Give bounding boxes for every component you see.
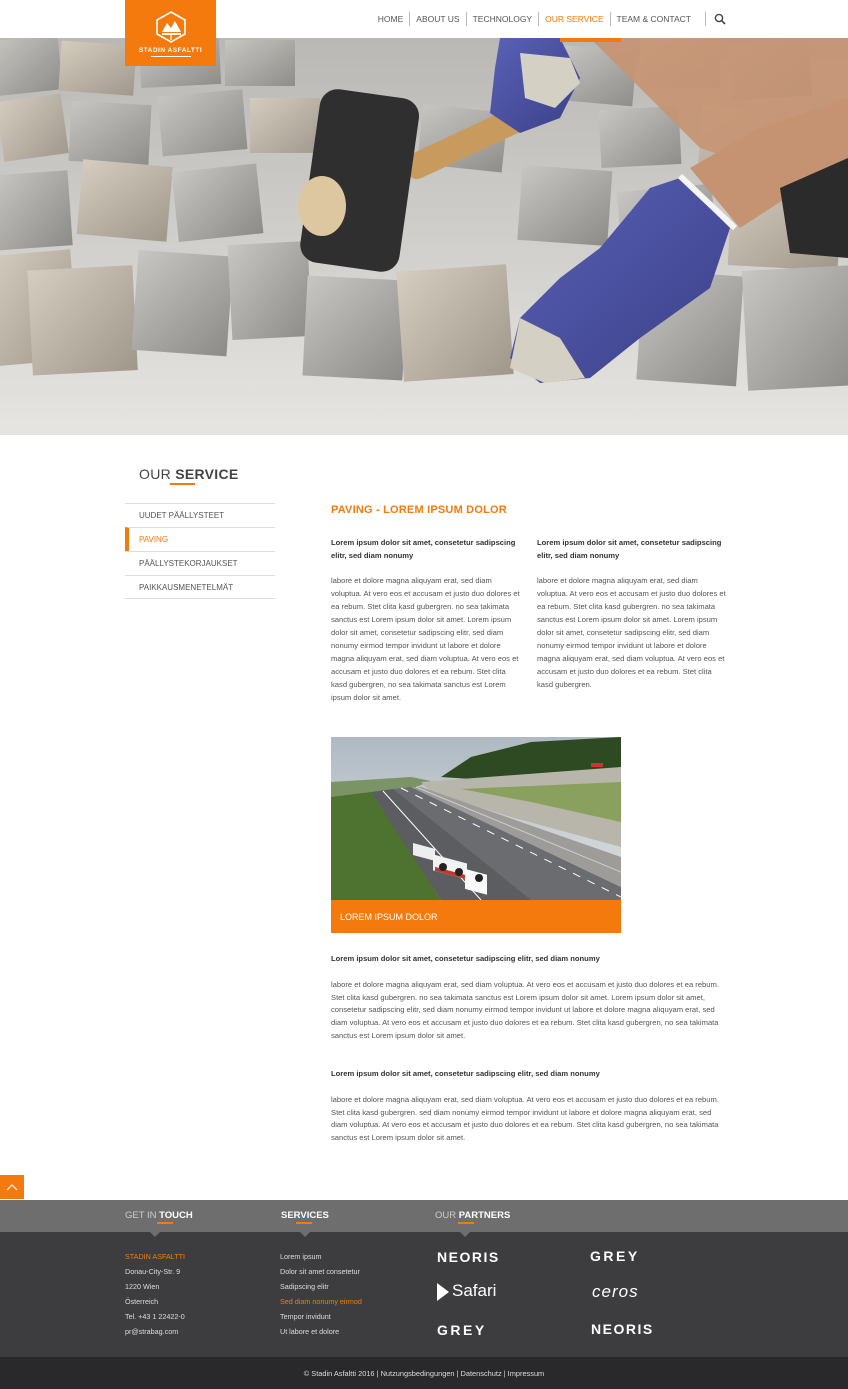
content-block-2 xyxy=(331,1068,726,1145)
footer-service-link[interactable]: Sadipscing elitr xyxy=(280,1282,329,1291)
block-lead: Lorem ipsum dolor sit amet, consetetur sadipscing elitr, sed diam nonumy xyxy=(331,954,600,963)
partner-logo-grey[interactable]: GREY xyxy=(437,1322,487,1338)
column-body: labore et dolore magna aliquyam erat, sed diam voluptua. At vero eos et accusam et justo duo dolores et ea rebum. Stet clita kasd gubergren. no sea takimata sanctus est Lorem ipsum dolor sit amet. Lorem ipsum dolor sit amet, consetetur sadipscing elitr, sed diam nonumy eirmod tempor invidunt ut labore et dolore magna aliquyam erat, sed diam voluptua. At vero eos et accusam et justo duo dolores et ea rebum. Stet clita kasd gubergren. xyxy=(537,576,726,689)
footer-contact-list xyxy=(125,1249,185,1339)
footer-copyright[interactable]: © Stadin Asfaltti 2016 | Nutzungsbedingungen | Datenschutz | Impressum xyxy=(303,1368,545,1378)
footer-service-link[interactable]: Tempor invidunt xyxy=(280,1312,331,1321)
nav-active-indicator xyxy=(560,38,621,42)
footer-heading-bold: PARTNERS xyxy=(458,1210,511,1221)
footer-services-list xyxy=(280,1249,362,1339)
section-title xyxy=(139,466,239,482)
site-logo[interactable] xyxy=(125,0,216,66)
block-body: labore et dolore magna aliquyam erat, sed diam voluptua. At vero eos et accusam et justo duo dolores et ea rebum. Stet clita kasd gubergren. no sea takimata sanctus est Lorem ipsum dolor sit amet. Lorem ipsum dolor sit amet, consetetur sadipscing elitr, sed diam nonumy eirmod tempor invidunt ut labore et dolore magna aliquyam erat, sed diam voluptua. At vero eos et accusam et justo duo dolores et ea rebum. Stet clita kasd gubergren, no sea takimata sanctus est Lorem ipsum dolor sit amet. xyxy=(331,979,719,1040)
safari-icon xyxy=(437,1283,449,1301)
column-lead: Lorem ipsum dolor sit amet, consetetur sadipscing elitr, sed diam nonumy xyxy=(331,538,516,560)
nav-technology[interactable]: TECHNOLOGY xyxy=(466,12,539,26)
sidebar-item-paallystekorjaukset[interactable]: PÄÄLLYSTEKORJAUKSET xyxy=(125,551,275,575)
footer-service-link[interactable]: Lorem ipsum xyxy=(280,1252,322,1261)
content-block-1 xyxy=(331,953,726,1043)
footer-company-name: STADIN ASFALTTI xyxy=(125,1252,186,1261)
footer-address-street: Donau-City-Str. 9 xyxy=(125,1267,181,1276)
sidebar-item-uudet-paallysteet[interactable]: UUDET PÄÄLLYSTEET xyxy=(125,503,275,527)
footer-heading-pointer xyxy=(300,1232,310,1237)
highway-truck-image xyxy=(331,737,621,900)
column-body: labore et dolore magna aliquyam erat, sed diam voluptua. At vero eos et accusam et justo duo dolores et ea rebum. Stet clita kasd gubergren. no sea takimata sanctus est Lorem ipsum dolor sit amet. Lorem ipsum dolor sit amet, consetetur sadipscing elitr, sed diam nonumy eirmod tempor invidunt ut labore et dolore magna aliquyam erat, sed diam voluptua. At vero eos et accusam et justo duo dolores et ea rebum. Stet clita kasd gubergren, no sea takimata sanctus est Lorem ipsum dolor sit amet. xyxy=(331,576,520,702)
footer-service-link[interactable]: Dolor sit amet consetetur xyxy=(280,1267,360,1276)
partner-logo-safari[interactable] xyxy=(437,1281,496,1301)
partner-logo-neoris[interactable]: NEORIS xyxy=(591,1321,654,1337)
content-column-1 xyxy=(331,536,521,704)
nav-our-service[interactable]: OUR SERVICE xyxy=(538,12,609,26)
footer-heading-light: GET IN xyxy=(125,1210,157,1221)
partner-logo-safari-text: Safari xyxy=(452,1281,497,1300)
chevron-up-icon xyxy=(6,1183,18,1191)
search-icon[interactable] xyxy=(705,12,728,26)
section-title-underline xyxy=(170,483,195,485)
footer-heading-partners xyxy=(435,1210,510,1221)
block-body: labore et dolore magna aliquyam erat, sed diam voluptua. At vero eos et accusam et justo duo dolores et ea rebum. Stet clita kasd gubergren. sed diam nonumy eirmod tempor invidunt ut labore et dolore magna aliquyam erat, sed diam voluptua. At vero eos et accusam et justo duo dolores et ea rebum. Stet clita kasd gubergren, no sea takimata sanctus est Lorem ipsum dolor sit amet. xyxy=(331,1094,719,1143)
footer-service-link[interactable]: Ut labore et dolore xyxy=(280,1327,340,1336)
footer-phone: Tel. +43 1 22422-0 xyxy=(125,1312,185,1321)
section-title-light: OUR xyxy=(139,466,172,482)
service-sidebar-menu xyxy=(125,503,275,599)
footer-address-country: Österreich xyxy=(125,1297,159,1306)
footer-heading-underline xyxy=(296,1222,312,1224)
nav-team-contact[interactable]: TEAM & CONTACT xyxy=(610,12,697,26)
sidebar-item-paikkausmenetelmat[interactable]: PAIKKAUSMENETELMÄT xyxy=(125,575,275,599)
footer-heading-light: OUR xyxy=(435,1210,457,1221)
content-title: PAVING - LOREM IPSUM DOLOR xyxy=(331,504,507,516)
logo-emblem-icon xyxy=(154,10,188,44)
sidebar-item-paving[interactable]: PAVING xyxy=(125,527,275,551)
nav-home[interactable]: HOME xyxy=(377,14,404,24)
back-to-top-button[interactable] xyxy=(0,1175,24,1199)
feature-card[interactable] xyxy=(331,737,621,933)
footer-copyright-bar xyxy=(0,1357,848,1389)
partner-logo-neoris[interactable]: NEORIS xyxy=(437,1249,500,1265)
section-title-bold: SERVICE xyxy=(175,466,239,482)
column-lead: Lorem ipsum dolor sit amet, consetetur sadipscing elitr, sed diam nonumy xyxy=(537,538,722,560)
footer-heading-contact xyxy=(125,1210,193,1221)
footer-heading-bold: TOUCH xyxy=(159,1210,193,1221)
partner-logo-ceros[interactable]: ceros xyxy=(592,1282,639,1301)
block-lead: Lorem ipsum dolor sit amet, consetetur sadipscing elitr, sed diam nonumy xyxy=(331,1069,600,1078)
logo-text: STADIN ASFALTTI xyxy=(138,46,203,54)
hero-image xyxy=(0,38,848,435)
footer-address-city: 1220 Wien xyxy=(125,1282,160,1291)
partner-logo-grey[interactable]: GREY xyxy=(590,1248,640,1264)
footer-heading-services xyxy=(281,1210,329,1221)
footer-heading-bold: SERVICES xyxy=(281,1210,329,1221)
content-column-2 xyxy=(537,536,727,691)
main-nav xyxy=(372,0,848,38)
footer-heading-underline xyxy=(157,1222,173,1224)
feature-caption: LOREM IPSUM DOLOR xyxy=(331,900,621,933)
footer-service-link-hover[interactable]: Sed diam nonumy eirmod xyxy=(280,1297,362,1306)
nav-about-us[interactable]: ABOUT US xyxy=(409,12,465,26)
footer-heading-pointer xyxy=(460,1232,470,1237)
logo-underline xyxy=(151,56,191,57)
footer-heading-pointer xyxy=(150,1232,160,1237)
footer-email-link[interactable]: pr@strabag.com xyxy=(125,1327,179,1336)
footer-heading-underline xyxy=(458,1222,474,1224)
